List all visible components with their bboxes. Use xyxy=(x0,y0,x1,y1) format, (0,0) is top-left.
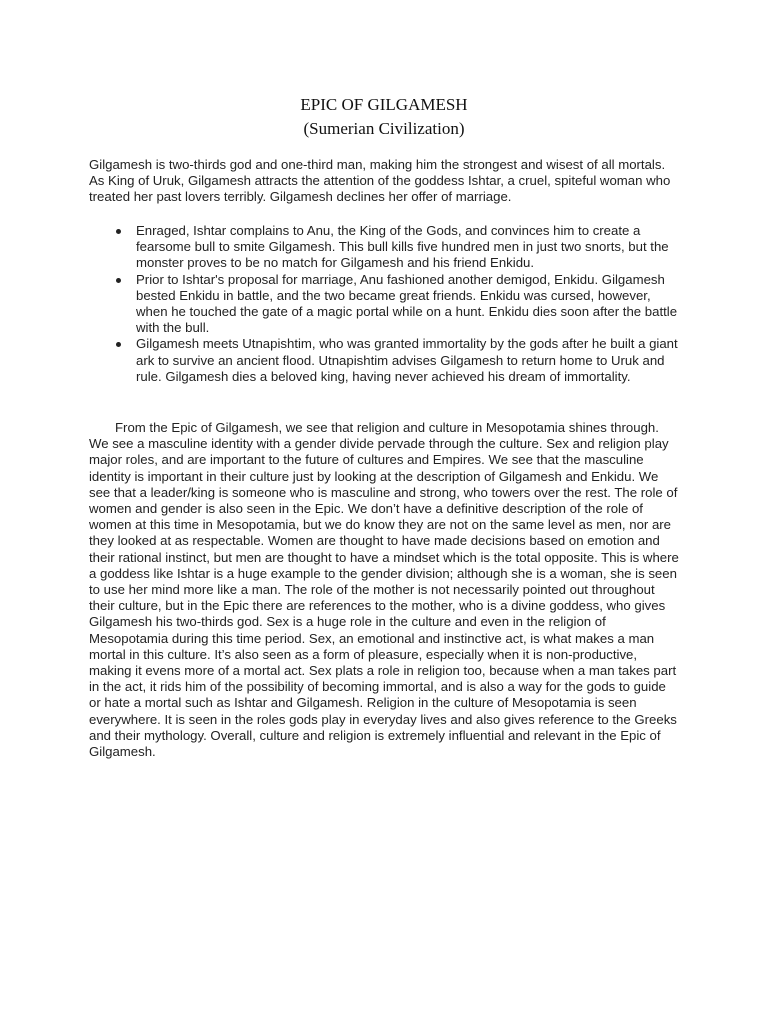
bullet-icon xyxy=(116,278,121,283)
essay-paragraph: From the Epic of Gilgamesh, we see that religion and culture in Mesopotamia shines through. We see a masculine identity with a gender divide pervade through the culture. Sex and religion play major roles, and are important to the future of cultures and Empires. We see that the masculine identity is important in their culture just by looking at the description of Gilgamesh and Enkidu. We see that a leader/king is someone who is masculine and strong, who towers over the rest. The role of women and gender is also seen in the Epic. We don’t have a definitive description of the role of women at this time in Mesopotamia, but we do know they are not on the same level as men, nor are they looked at as respectable. Women are thought to have made decisions based on emotion and their rational instinct, but men are thought to have a mindset which is the total opposite. This is where a goddess like Ishtar is a huge example to the gender division; although she is a woman, she is seen to use her mind more like a man. The role of the mother is not necessarily pointed out throughout their culture, but in the Epic there are references to the mother, who is a divine goddess, who gives Gilgamesh his two-thirds god. Sex is a huge role in the culture and even in the religion of Mesopotamia during this time period. Sex, an emotional and instinctive act, is what makes a man mortal in this culture. It’s also seen as a form of pleasure, especially when it is non-productive, making it evens more of a mortal act. Sex plats a role in religion too, because when a man takes part in the act, it rids him of the possibility of becoming immortal, and is also a way for the gods to guide or hate a mortal such as Ishtar and Gilgamesh. Religion in the culture of Mesopotamia is seen everywhere. It is seen in the roles gods play in everyday lives and also gives reference to the Greeks and their mythology. Overall, culture and religion is extremely influential and relevant in the Epic of Gilgamesh. xyxy=(89,420,679,760)
bullet-list xyxy=(116,223,681,385)
document-title: EPIC OF GILGAMESH xyxy=(300,95,468,114)
list-item xyxy=(116,272,681,337)
intro-paragraph: Gilgamesh is two-thirds god and one-third man, making him the strongest and wisest of all mortals. As King of Uruk, Gilgamesh attracts the attention of the goddess Ishtar, a cruel, spiteful woman who treated her past lovers terribly. Gilgamesh declines her offer of marriage. xyxy=(89,157,671,205)
bullet-text: Enraged, Ishtar complains to Anu, the King of the Gods, and convinces him to create a fearsome bull to smite Gilgamesh. This bull kills five hundred men in just two snorts, but the monster proves to be no match for Gilgamesh and his friend Enkidu. xyxy=(136,223,669,271)
bullet-text: Gilgamesh meets Utnapishtim, who was granted immortality by the gods after he built a giant ark to survive an ancient flood. Utnapishtim advises Gilgamesh to return home to Uruk and rule. Gilgamesh dies a beloved king, having never achieved his dream of immortality. xyxy=(136,336,678,384)
bullet-icon xyxy=(116,342,121,347)
list-item xyxy=(116,336,681,385)
title-block xyxy=(0,93,768,141)
bullet-icon xyxy=(116,229,121,234)
bullet-text: Prior to Ishtar's proposal for marriage, Anu fashioned another demigod, Enkidu. Gilgamesh bested Enkidu in battle, and the two became great friends. Enkidu was cursed, however, when he touched the gate of a magic portal while on a hunt. Enkidu dies soon after the battle with the bull. xyxy=(136,271,678,336)
list-item xyxy=(116,223,681,272)
document-subtitle: (Sumerian Civilization) xyxy=(303,119,465,138)
